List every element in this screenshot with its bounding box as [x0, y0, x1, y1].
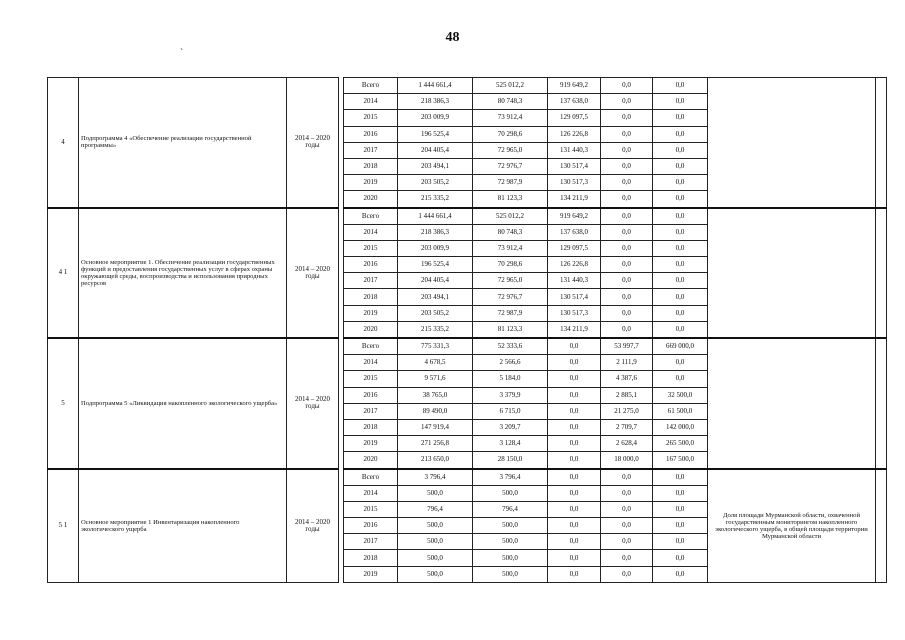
amount-cell: 218 386,3 — [398, 94, 473, 110]
amount-cell: 215 335,2 — [398, 321, 473, 338]
amount-cell: 0,0 — [548, 371, 601, 387]
amount-cell: 73 912,4 — [473, 240, 548, 256]
year-cell: Всего — [344, 78, 398, 94]
amount-cell: 500,0 — [398, 518, 473, 534]
amount-cell: 21 275,0 — [601, 403, 653, 419]
amount-cell: 0,0 — [653, 158, 708, 174]
table-row — [48, 338, 887, 355]
amount-cell: 0,0 — [653, 273, 708, 289]
amount-cell: 525 012,2 — [473, 208, 548, 225]
amount-cell: 80 748,3 — [473, 224, 548, 240]
amount-cell: 73 912,4 — [473, 110, 548, 126]
amount-cell: 204 405,4 — [398, 273, 473, 289]
amount-cell: 0,0 — [601, 485, 653, 501]
amount-cell: 70 298,6 — [473, 257, 548, 273]
amount-cell: 0,0 — [653, 534, 708, 550]
last-column-cell — [876, 78, 887, 208]
amount-cell: 137 638,0 — [548, 224, 601, 240]
row-number: 4 1 — [48, 208, 79, 339]
amount-cell: 525 012,2 — [473, 78, 548, 94]
amount-cell: 0,0 — [548, 518, 601, 534]
row-number: 5 — [48, 338, 79, 469]
row-number: 4 — [48, 78, 79, 208]
year-cell: 2015 — [344, 110, 398, 126]
amount-cell: 0,0 — [548, 452, 601, 469]
amount-cell: 0,0 — [601, 224, 653, 240]
amount-cell: 0,0 — [653, 126, 708, 142]
amount-cell: 0,0 — [601, 78, 653, 94]
amount-cell: 0,0 — [653, 175, 708, 191]
amount-cell: 0,0 — [548, 403, 601, 419]
amount-cell: 0,0 — [548, 485, 601, 501]
year-cell: 2020 — [344, 321, 398, 338]
amount-cell: 167 500,0 — [653, 452, 708, 469]
year-cell: Всего — [344, 208, 398, 225]
page-number: 48 — [445, 30, 460, 45]
amount-cell: 0,0 — [548, 419, 601, 435]
amount-cell: 0,0 — [548, 566, 601, 582]
indicator — [708, 338, 876, 469]
amount-cell: 669 000,0 — [653, 338, 708, 355]
amount-cell: 137 638,0 — [548, 94, 601, 110]
amount-cell: 0,0 — [653, 289, 708, 305]
amount-cell: 3 209,7 — [473, 419, 548, 435]
amount-cell: 500,0 — [398, 566, 473, 582]
amount-cell: 0,0 — [601, 110, 653, 126]
amount-cell: 265 500,0 — [653, 436, 708, 452]
year-cell: 2016 — [344, 126, 398, 142]
year-cell: 2019 — [344, 436, 398, 452]
amount-cell: 72 976,7 — [473, 289, 548, 305]
amount-cell: 500,0 — [473, 518, 548, 534]
amount-cell: 919 649,2 — [548, 208, 601, 225]
year-cell: 2014 — [344, 94, 398, 110]
year-cell: 2017 — [344, 142, 398, 158]
amount-cell: 0,0 — [601, 208, 653, 225]
amount-cell: 196 525,4 — [398, 257, 473, 273]
amount-cell: 81 123,3 — [473, 321, 548, 338]
amount-cell: 52 333,6 — [473, 338, 548, 355]
year-cell: 2019 — [344, 175, 398, 191]
amount-cell: 0,0 — [548, 355, 601, 371]
stray-mark: ` — [180, 48, 184, 59]
indicator: Доля площади Мурманской области, охваченной государственным мониторингом накопленного экологического ущерба, в общей площади территории Мурманской области — [708, 469, 876, 583]
year-cell: 2015 — [344, 371, 398, 387]
amount-cell: 0,0 — [601, 534, 653, 550]
amount-cell: 0,0 — [601, 305, 653, 321]
amount-cell: 1 444 661,4 — [398, 78, 473, 94]
amount-cell: 203 494,1 — [398, 289, 473, 305]
amount-cell: 0,0 — [601, 175, 653, 191]
amount-cell: 204 405,4 — [398, 142, 473, 158]
amount-cell: 61 500,0 — [653, 403, 708, 419]
amount-cell: 0,0 — [653, 501, 708, 517]
year-cell: 2018 — [344, 289, 398, 305]
amount-cell: 72 976,7 — [473, 158, 548, 174]
year-cell: 2020 — [344, 191, 398, 208]
measure-name: Подпрограмма 4 «Обеспечение реализации государственной программы» — [79, 78, 287, 208]
amount-cell: 129 097,5 — [548, 240, 601, 256]
year-cell: 2015 — [344, 501, 398, 517]
amount-cell: 0,0 — [548, 436, 601, 452]
amount-cell: 126 226,8 — [548, 126, 601, 142]
amount-cell: 0,0 — [653, 191, 708, 208]
amount-cell: 0,0 — [653, 321, 708, 338]
amount-cell: 500,0 — [473, 485, 548, 501]
year-cell: 2017 — [344, 534, 398, 550]
amount-cell: 203 494,1 — [398, 158, 473, 174]
amount-cell: 0,0 — [653, 208, 708, 225]
amount-cell: 0,0 — [653, 355, 708, 371]
amount-cell: 0,0 — [653, 257, 708, 273]
amount-cell: 0,0 — [601, 550, 653, 566]
amount-cell: 0,0 — [548, 534, 601, 550]
amount-cell: 0,0 — [601, 126, 653, 142]
amount-cell: 271 256,8 — [398, 436, 473, 452]
amount-cell: 2 628,4 — [601, 436, 653, 452]
amount-cell: 0,0 — [601, 94, 653, 110]
amount-cell: 126 226,8 — [548, 257, 601, 273]
year-cell: 2014 — [344, 224, 398, 240]
amount-cell: 0,0 — [601, 257, 653, 273]
amount-cell: 0,0 — [601, 566, 653, 582]
amount-cell: 72 987,9 — [473, 175, 548, 191]
amount-cell: 0,0 — [653, 240, 708, 256]
amount-cell: 3 128,4 — [473, 436, 548, 452]
amount-cell: 28 150,0 — [473, 452, 548, 469]
amount-cell: 203 505,2 — [398, 305, 473, 321]
amount-cell: 129 097,5 — [548, 110, 601, 126]
period: 2014 – 2020 годы — [287, 338, 339, 469]
amount-cell: 72 987,9 — [473, 305, 548, 321]
amount-cell: 0,0 — [653, 469, 708, 486]
amount-cell: 0,0 — [653, 94, 708, 110]
amount-cell: 0,0 — [548, 501, 601, 517]
amount-cell: 203 009,9 — [398, 110, 473, 126]
period: 2014 – 2020 годы — [287, 469, 339, 583]
row-number: 5 1 — [48, 469, 79, 583]
amount-cell: 0,0 — [601, 191, 653, 208]
amount-cell: 218 386,3 — [398, 224, 473, 240]
program-finance-table — [47, 77, 887, 583]
period: 2014 – 2020 годы — [287, 78, 339, 208]
amount-cell: 775 331,3 — [398, 338, 473, 355]
amount-cell: 0,0 — [601, 469, 653, 486]
table-row — [48, 78, 887, 94]
amount-cell: 0,0 — [601, 240, 653, 256]
year-cell: 2014 — [344, 355, 398, 371]
amount-cell: 0,0 — [601, 518, 653, 534]
amount-cell: 215 335,2 — [398, 191, 473, 208]
amount-cell: 130 517,3 — [548, 305, 601, 321]
indicator — [708, 78, 876, 208]
amount-cell: 0,0 — [653, 142, 708, 158]
amount-cell: 0,0 — [653, 224, 708, 240]
amount-cell: 0,0 — [653, 305, 708, 321]
amount-cell: 3 379,9 — [473, 387, 548, 403]
amount-cell: 500,0 — [398, 534, 473, 550]
amount-cell: 53 997,7 — [601, 338, 653, 355]
year-cell: 2017 — [344, 273, 398, 289]
year-cell: Всего — [344, 469, 398, 486]
amount-cell: 0,0 — [653, 566, 708, 582]
last-column-cell — [876, 338, 887, 469]
amount-cell: 38 765,0 — [398, 387, 473, 403]
year-cell: 2014 — [344, 485, 398, 501]
amount-cell: 70 298,6 — [473, 126, 548, 142]
amount-cell: 796,4 — [473, 501, 548, 517]
amount-cell: 0,0 — [548, 338, 601, 355]
amount-cell: 4 387,6 — [601, 371, 653, 387]
amount-cell: 203 505,2 — [398, 175, 473, 191]
amount-cell: 131 440,3 — [548, 273, 601, 289]
amount-cell: 0,0 — [548, 387, 601, 403]
amount-cell: 2 709,7 — [601, 419, 653, 435]
amount-cell: 130 517,4 — [548, 158, 601, 174]
amount-cell: 81 123,3 — [473, 191, 548, 208]
amount-cell: 500,0 — [473, 566, 548, 582]
amount-cell: 919 649,2 — [548, 78, 601, 94]
amount-cell: 131 440,3 — [548, 142, 601, 158]
year-cell: 2020 — [344, 452, 398, 469]
amount-cell: 0,0 — [548, 469, 601, 486]
amount-cell: 0,0 — [653, 78, 708, 94]
amount-cell: 500,0 — [398, 550, 473, 566]
amount-cell: 500,0 — [473, 550, 548, 566]
amount-cell: 796,4 — [398, 501, 473, 517]
year-cell: 2015 — [344, 240, 398, 256]
amount-cell: 0,0 — [601, 158, 653, 174]
amount-cell: 500,0 — [398, 485, 473, 501]
amount-cell: 130 517,3 — [548, 175, 601, 191]
amount-cell: 3 796,4 — [473, 469, 548, 486]
amount-cell: 134 211,9 — [548, 191, 601, 208]
indicator — [708, 208, 876, 339]
amount-cell: 196 525,4 — [398, 126, 473, 142]
measure-name: Подпрограмма 5 «Ликвидация накопленного экологического ущерба» — [79, 338, 287, 469]
last-column-cell — [876, 208, 887, 339]
amount-cell: 72 965,0 — [473, 273, 548, 289]
amount-cell: 2 566,6 — [473, 355, 548, 371]
amount-cell: 0,0 — [653, 110, 708, 126]
year-cell: 2016 — [344, 257, 398, 273]
year-cell: 2019 — [344, 566, 398, 582]
year-cell: 2016 — [344, 387, 398, 403]
amount-cell: 18 000,0 — [601, 452, 653, 469]
year-cell: 2019 — [344, 305, 398, 321]
amount-cell: 134 211,9 — [548, 321, 601, 338]
year-cell: Всего — [344, 338, 398, 355]
amount-cell: 80 748,3 — [473, 94, 548, 110]
measure-name: Основное мероприятие 1. Обеспечение реализации государственных функций и предоставления государственных услуг в сферах охраны окружающей среды, воспроизводства и использования природных ресурсов — [79, 208, 287, 339]
amount-cell: 130 517,4 — [548, 289, 601, 305]
period: 2014 – 2020 годы — [287, 208, 339, 339]
year-cell: 2018 — [344, 158, 398, 174]
year-cell: 2016 — [344, 518, 398, 534]
amount-cell: 1 444 661,4 — [398, 208, 473, 225]
amount-cell: 89 490,0 — [398, 403, 473, 419]
amount-cell: 0,0 — [548, 550, 601, 566]
amount-cell: 6 715,0 — [473, 403, 548, 419]
year-cell: 2018 — [344, 419, 398, 435]
amount-cell: 9 571,6 — [398, 371, 473, 387]
amount-cell: 3 796,4 — [398, 469, 473, 486]
amount-cell: 0,0 — [653, 518, 708, 534]
amount-cell: 0,0 — [653, 485, 708, 501]
amount-cell: 4 678,5 — [398, 355, 473, 371]
amount-cell: 500,0 — [473, 534, 548, 550]
amount-cell: 0,0 — [601, 142, 653, 158]
amount-cell: 72 965,0 — [473, 142, 548, 158]
amount-cell: 142 000,0 — [653, 419, 708, 435]
amount-cell: 2 111,9 — [601, 355, 653, 371]
table-body — [48, 78, 887, 583]
amount-cell: 0,0 — [653, 371, 708, 387]
amount-cell: 147 919,4 — [398, 419, 473, 435]
table-row — [48, 208, 887, 225]
amount-cell: 2 885,1 — [601, 387, 653, 403]
amount-cell: 203 009,9 — [398, 240, 473, 256]
measure-name: Основное мероприятие 1 Инвентаризация накопленного экологического ущерба — [79, 469, 287, 583]
amount-cell: 0,0 — [601, 289, 653, 305]
amount-cell: 0,0 — [601, 273, 653, 289]
amount-cell: 32 500,0 — [653, 387, 708, 403]
year-cell: 2018 — [344, 550, 398, 566]
amount-cell: 5 184,0 — [473, 371, 548, 387]
amount-cell: 0,0 — [653, 550, 708, 566]
last-column-cell — [876, 469, 887, 583]
amount-cell: 0,0 — [601, 321, 653, 338]
table-row — [48, 469, 887, 486]
year-cell: 2017 — [344, 403, 398, 419]
amount-cell: 213 650,0 — [398, 452, 473, 469]
amount-cell: 0,0 — [601, 501, 653, 517]
